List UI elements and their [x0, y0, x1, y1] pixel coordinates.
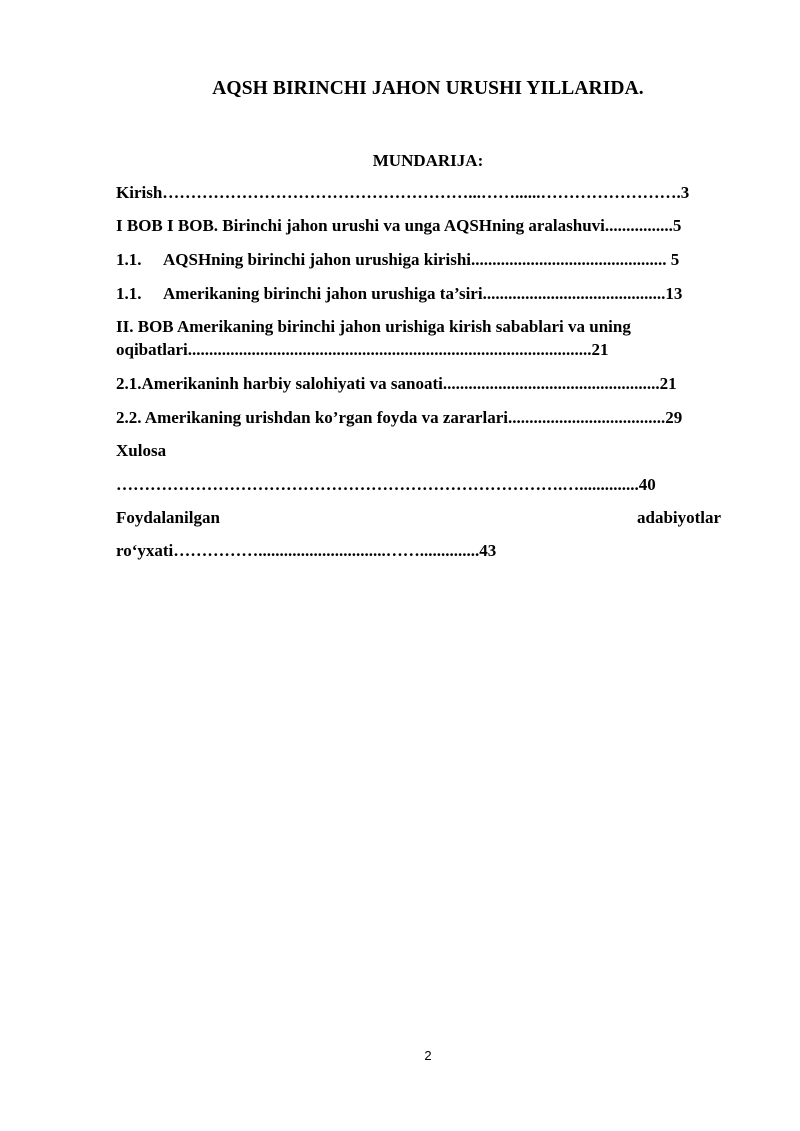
- toc-entry-text: Foydalanilgan: [116, 508, 220, 527]
- toc-entry-text: …………………………………………………………………….…..............40: [116, 475, 656, 494]
- toc-entry-section-1-1[interactable]: [116, 250, 679, 270]
- page-number: 2: [424, 1048, 432, 1063]
- toc-entry-text: oqibatlari...............................................................................................21: [116, 340, 609, 359]
- toc-entry-text: AQSHning birinchi jahon urushiga kirishi.............................................. 5: [163, 250, 680, 269]
- toc-entry-references-word: adabiyotlar: [637, 508, 722, 527]
- toc-entry-number: 1.1.: [116, 284, 142, 303]
- toc-entry-chapter-2-line-2[interactable]: [116, 340, 609, 360]
- toc-entry-conclusion-leader[interactable]: [116, 475, 656, 495]
- document-title: AQSH BIRINCHI JAHON URUSHI YILLARIDA.: [212, 78, 644, 99]
- toc-entry-text: Amerikaning birinchi jahon urushiga ta’siri...........................................13: [163, 284, 683, 303]
- toc-entry-conclusion[interactable]: [116, 441, 166, 461]
- toc-entry-section-2-1[interactable]: [116, 374, 677, 394]
- toc-entry-chapter-1[interactable]: [116, 216, 681, 236]
- toc-entry-text: Xulosa: [116, 441, 167, 460]
- toc-entry-references-line-1[interactable]: [116, 508, 220, 528]
- toc-entry-text: ro‘yxati……………..............................……..............43: [116, 541, 497, 560]
- toc-entry-section-2-2[interactable]: [116, 408, 682, 428]
- toc-entry-section-1-1b[interactable]: [116, 284, 682, 304]
- toc-entry-text: II. BOB Amerikaning birinchi jahon urishiga kirish sabablari va uning: [116, 317, 631, 336]
- toc-entry-number: 1.1.: [116, 250, 142, 269]
- toc-entry-text: 2.1.Amerikaninh harbiy salohiyati va sanoati...................................................21: [116, 374, 677, 393]
- toc-entry-chapter-2-line-1[interactable]: [116, 317, 631, 337]
- toc-entry-introduction[interactable]: [116, 183, 689, 203]
- toc-entry-text: I BOB I BOB. Birinchi jahon urushi va unga AQSHning aralashuvi................5: [116, 216, 682, 235]
- toc-entry-references-line-2[interactable]: [116, 541, 496, 561]
- toc-entry-text: 2.2. Amerikaning urishdan ko’rgan foyda va zararlari.....................................29: [116, 408, 683, 427]
- toc-entry-text: Kirish………………………………………………...……......…………………….3: [116, 183, 690, 202]
- toc-heading: MUNDARIJA:: [372, 151, 484, 170]
